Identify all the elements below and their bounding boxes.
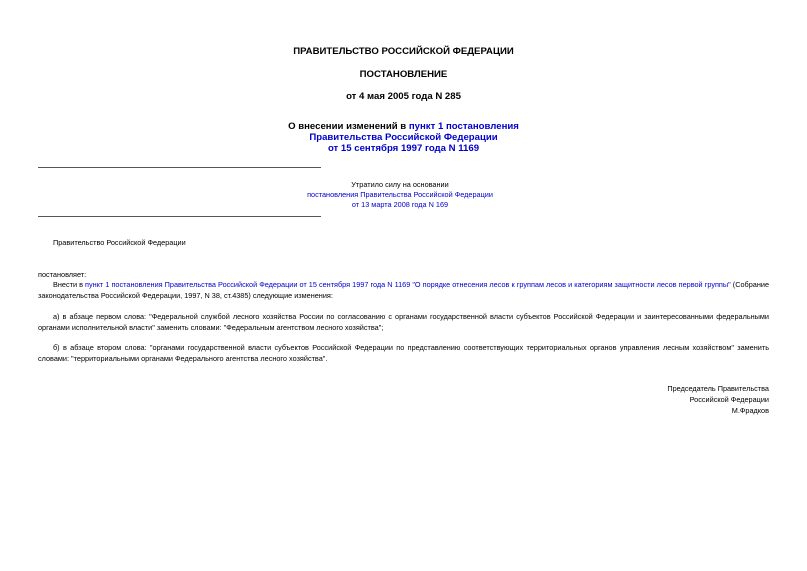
signature-country: Российской Федерации <box>689 395 769 404</box>
document-type: ПОСТАНОВЛЕНИЕ <box>359 69 448 80</box>
signature-title: Председатель Правительства <box>667 384 769 393</box>
bottom-divider <box>38 216 321 217</box>
title-link-part-3[interactable]: от 15 сентября 1997 года N 1169 <box>327 143 480 154</box>
paragraph-1-suffix: (Собрание законодательства Российской Федерации, 1997, N 38, ст.4385) следующие изменения: <box>38 280 770 300</box>
issuer-text: Правительство Российской Федерации <box>53 238 186 247</box>
title-line-1 <box>0 121 807 132</box>
title-prefix: О внесении изменений в <box>288 121 409 132</box>
document-title <box>0 121 807 154</box>
government-name: ПРАВИТЕЛЬСТВО РОССИЙСКОЙ ФЕДЕРАЦИИ <box>293 46 514 57</box>
item-a: а) в абзаце первом слова: "Федеральной службой лесного хозяйства России по согласованию с органами государственной власти субъектов Российской Федерации и заинтересованными федеральными органами исполнительной власти" заменить словами: "Федеральным агентством лесного хозяйства"; <box>38 312 769 332</box>
paragraph-1 <box>38 280 769 301</box>
signature-name: М.Фрадков <box>731 406 769 415</box>
paragraph-1-link[interactable]: пункт 1 постановления Правительства Российской Федерации от 15 сентября 1997 года N 1169 "О порядке отнесения лесов к группам лесов и категориям защитности лесов первой группы" <box>85 280 731 289</box>
repeal-note-link-2[interactable]: от 13 марта 2008 года N 169 <box>351 200 449 209</box>
repeal-note-text: Утратило силу на основании <box>351 180 449 189</box>
item-b: б) в абзаце втором слова: "органами государственной власти субъектов Российской Федерации по представлению соответствующих территориальных органов управления лесным хозяйством" заменить словами: "территориальными органами Федерального агентства лесного хозяйства". <box>38 343 769 363</box>
title-link-part-2[interactable]: Правительства Российской Федерации <box>309 132 498 143</box>
top-divider <box>38 167 321 168</box>
title-link-part-1[interactable]: пункт 1 постановления <box>408 121 519 132</box>
paragraph-1-prefix: Внести в <box>53 280 86 289</box>
resolves-text: постановляет: <box>38 270 87 279</box>
document-date-number: от 4 мая 2005 года N 285 <box>346 91 461 102</box>
repeal-note-link-1[interactable]: постановления Правительства Российской Федерации <box>307 190 493 199</box>
repeal-note <box>290 180 510 210</box>
signature-block <box>569 383 769 416</box>
